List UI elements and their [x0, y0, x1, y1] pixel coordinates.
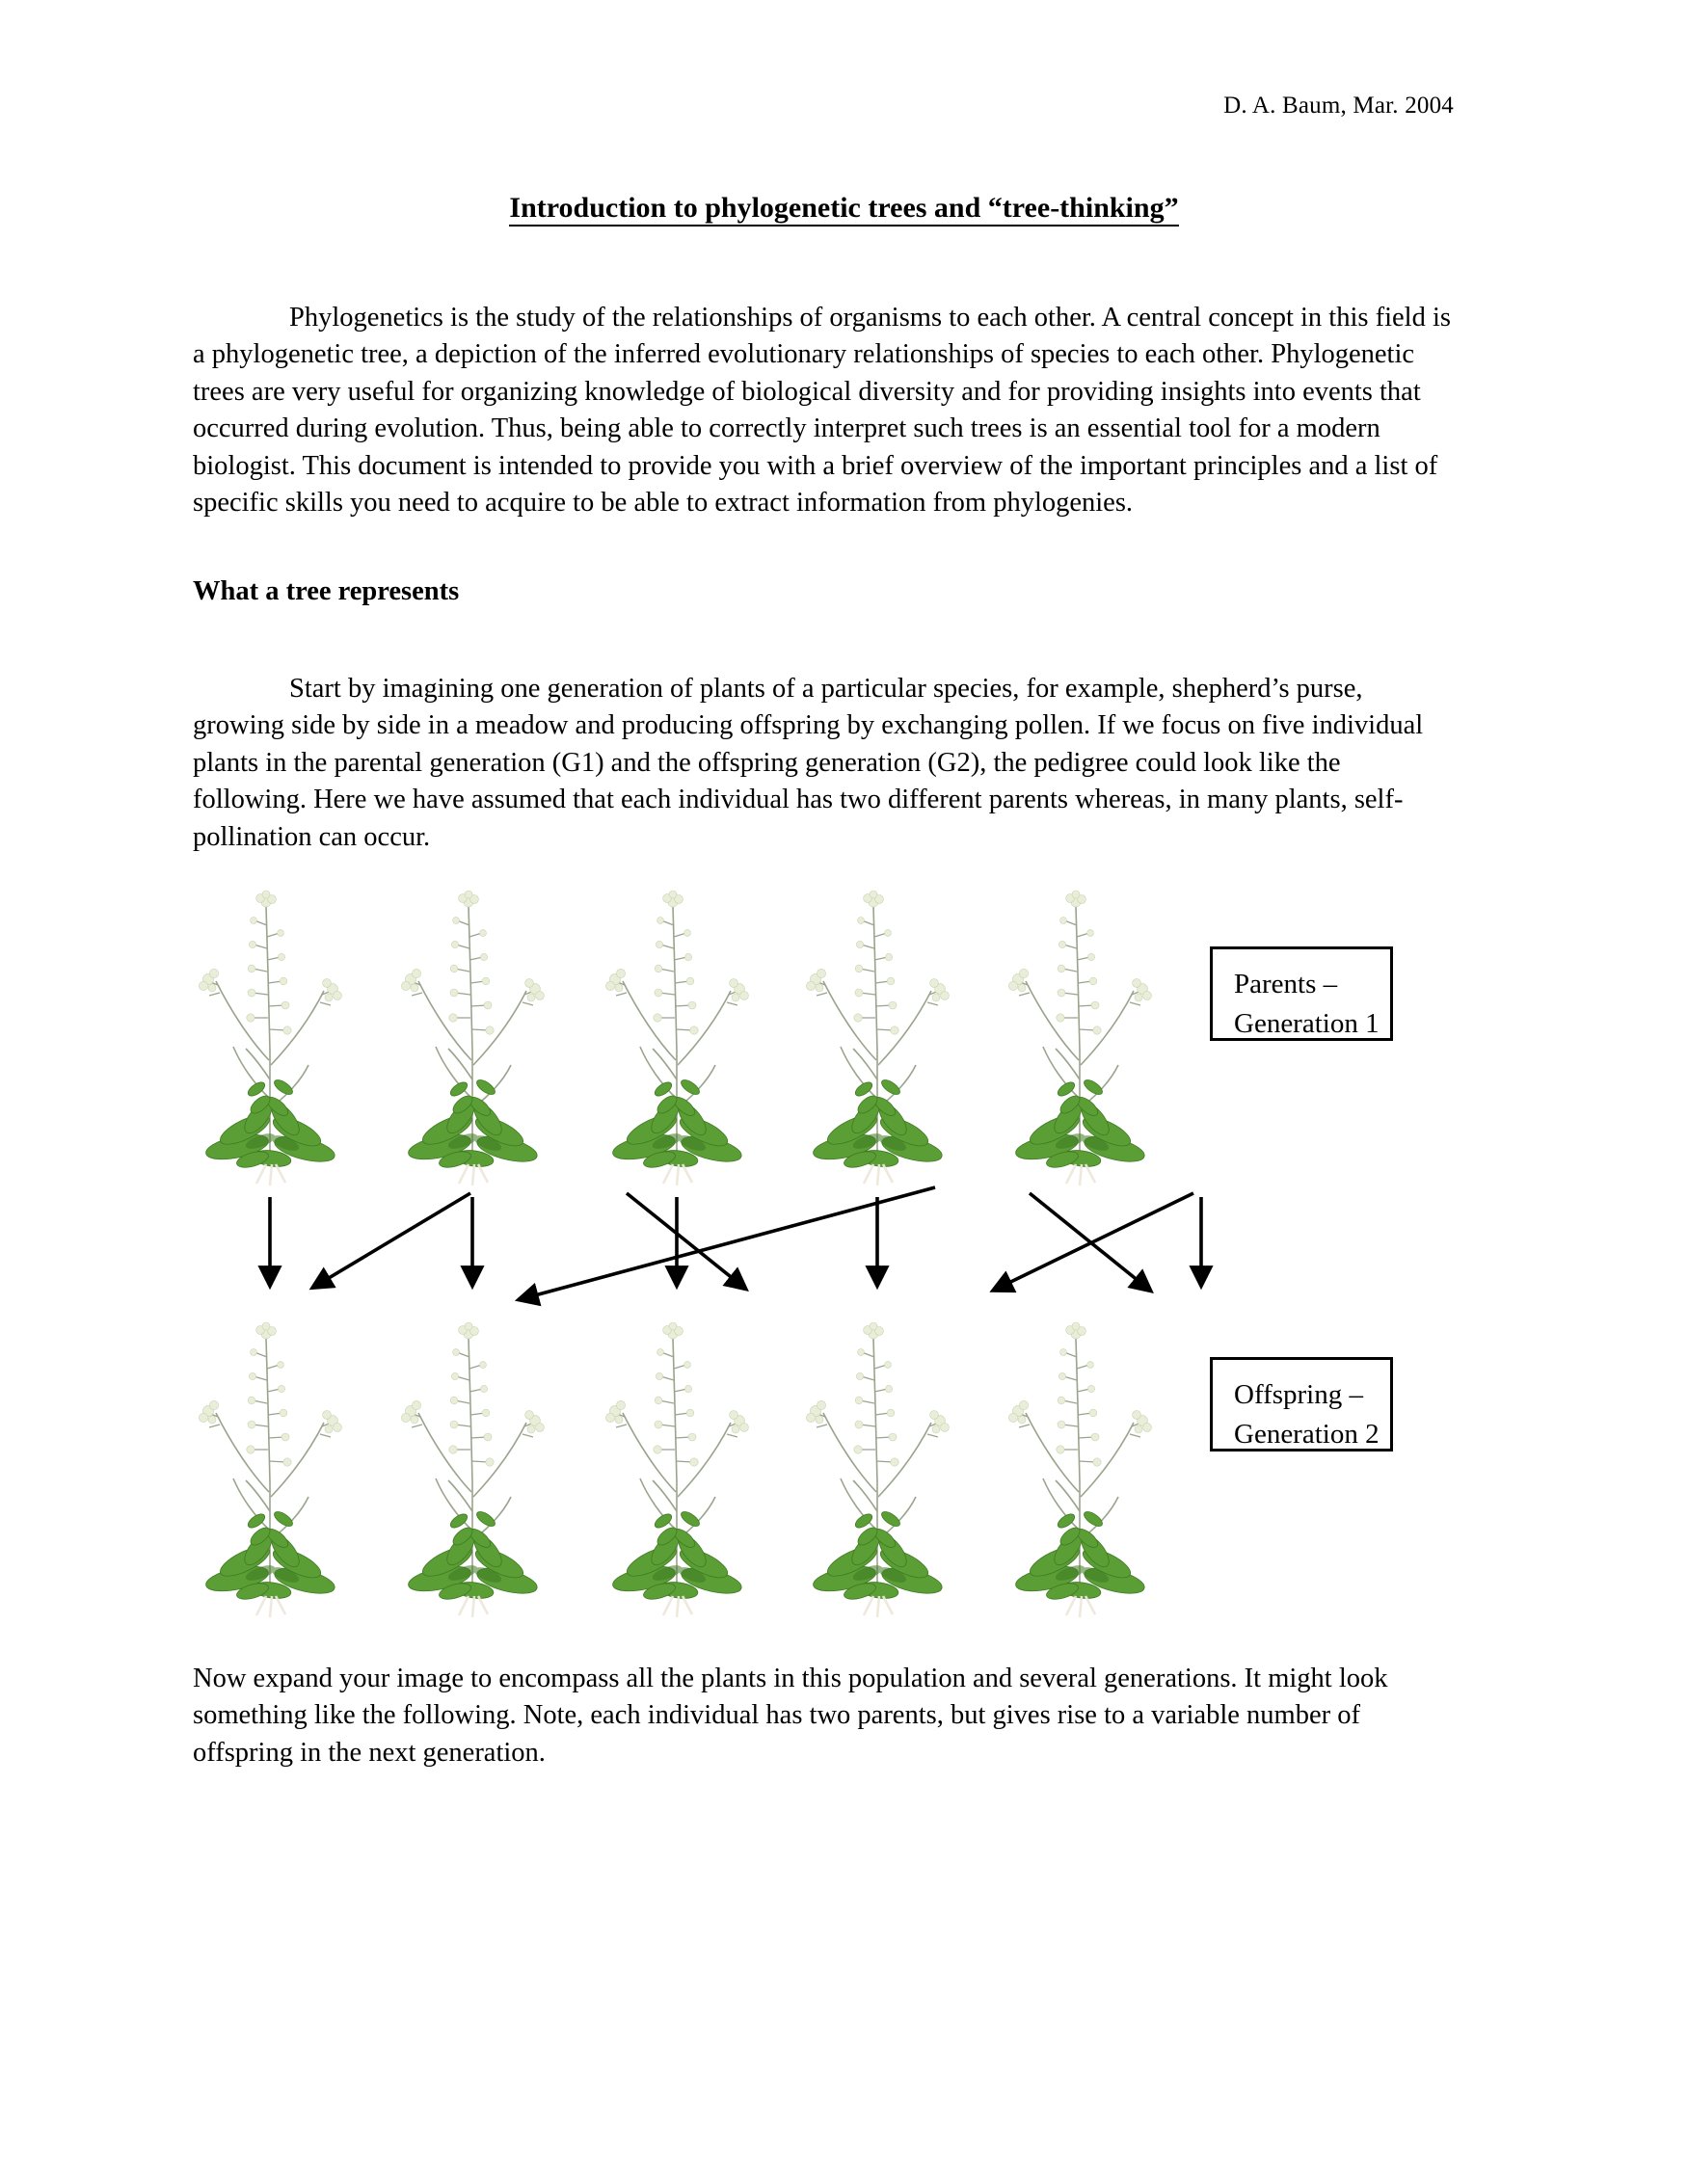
pedigree-arrows [270, 1187, 1201, 1299]
offspring-box-line-2: Generation 2 [1234, 1419, 1380, 1450]
paragraph-intro: Phylogenetics is the study of the relationships of organisms to each other. A central concept in this field is a phylogenetic tree, a depiction of the inferred evolutionary relationships of species to each other. Phylogenetic trees are very useful for organizing knowledge of biological diversity and for providing insights into events that occurred during evolution. Thus, being able to correctly interpret such trees is an essential tool for a modern biologist. This document is intended to provide you with a brief overview of the important principles and a list of specific skills you need to acquire to be able to extract information from phylogenies. [193, 302, 1451, 518]
page-title-text: Introduction to phylogenetic trees and “tree-thinking” [509, 192, 1178, 226]
generation-label-box-parents [1210, 946, 1393, 1041]
plant-offspring-2 [395, 1299, 549, 1617]
plant-parent-5 [1003, 867, 1157, 1185]
pedigree-figure [174, 848, 1465, 1648]
plant-offspring-5 [1003, 1299, 1157, 1617]
plant-parent-3 [600, 867, 754, 1185]
plant-offspring-1 [193, 1299, 347, 1617]
document-byline: D. A. Baum, Mar. 2004 [1223, 93, 1454, 119]
section-heading-what-a-tree-represents: What a tree represents [193, 576, 460, 606]
offspring-box-line-1: Offspring – [1234, 1379, 1363, 1410]
parents-box-line-2: Generation 1 [1234, 1008, 1380, 1039]
plant-parent-1 [193, 867, 347, 1185]
plant-offspring-3 [600, 1299, 754, 1617]
generation-label-box-offspring [1210, 1357, 1393, 1452]
paragraph-now-expand: Now expand your image to encompass all the plants in this population and several generations. It might look something like the following. Note, each individual has two parents, but gives rise to a variable number of offspring in the next generation. [193, 1663, 1388, 1768]
plant-offspring-4 [800, 1299, 954, 1617]
plant-parent-4 [800, 867, 954, 1185]
parents-box-line-1: Parents – [1234, 969, 1338, 999]
page-title [0, 190, 1688, 226]
plant-parent-2 [395, 867, 549, 1185]
paragraph-start-by-imagining: Start by imagining one generation of plants of a particular species, for example, shepherd’s purse, growing side by side in a meadow and producing offspring by exchanging pollen. If we focus on five individual plants in the parental generation (G1) and the offspring generation (G2), the pedigree could look like the following. Here we have assumed that each individual has two different parents whereas, in many plants, self-pollination can occur. [193, 673, 1424, 852]
